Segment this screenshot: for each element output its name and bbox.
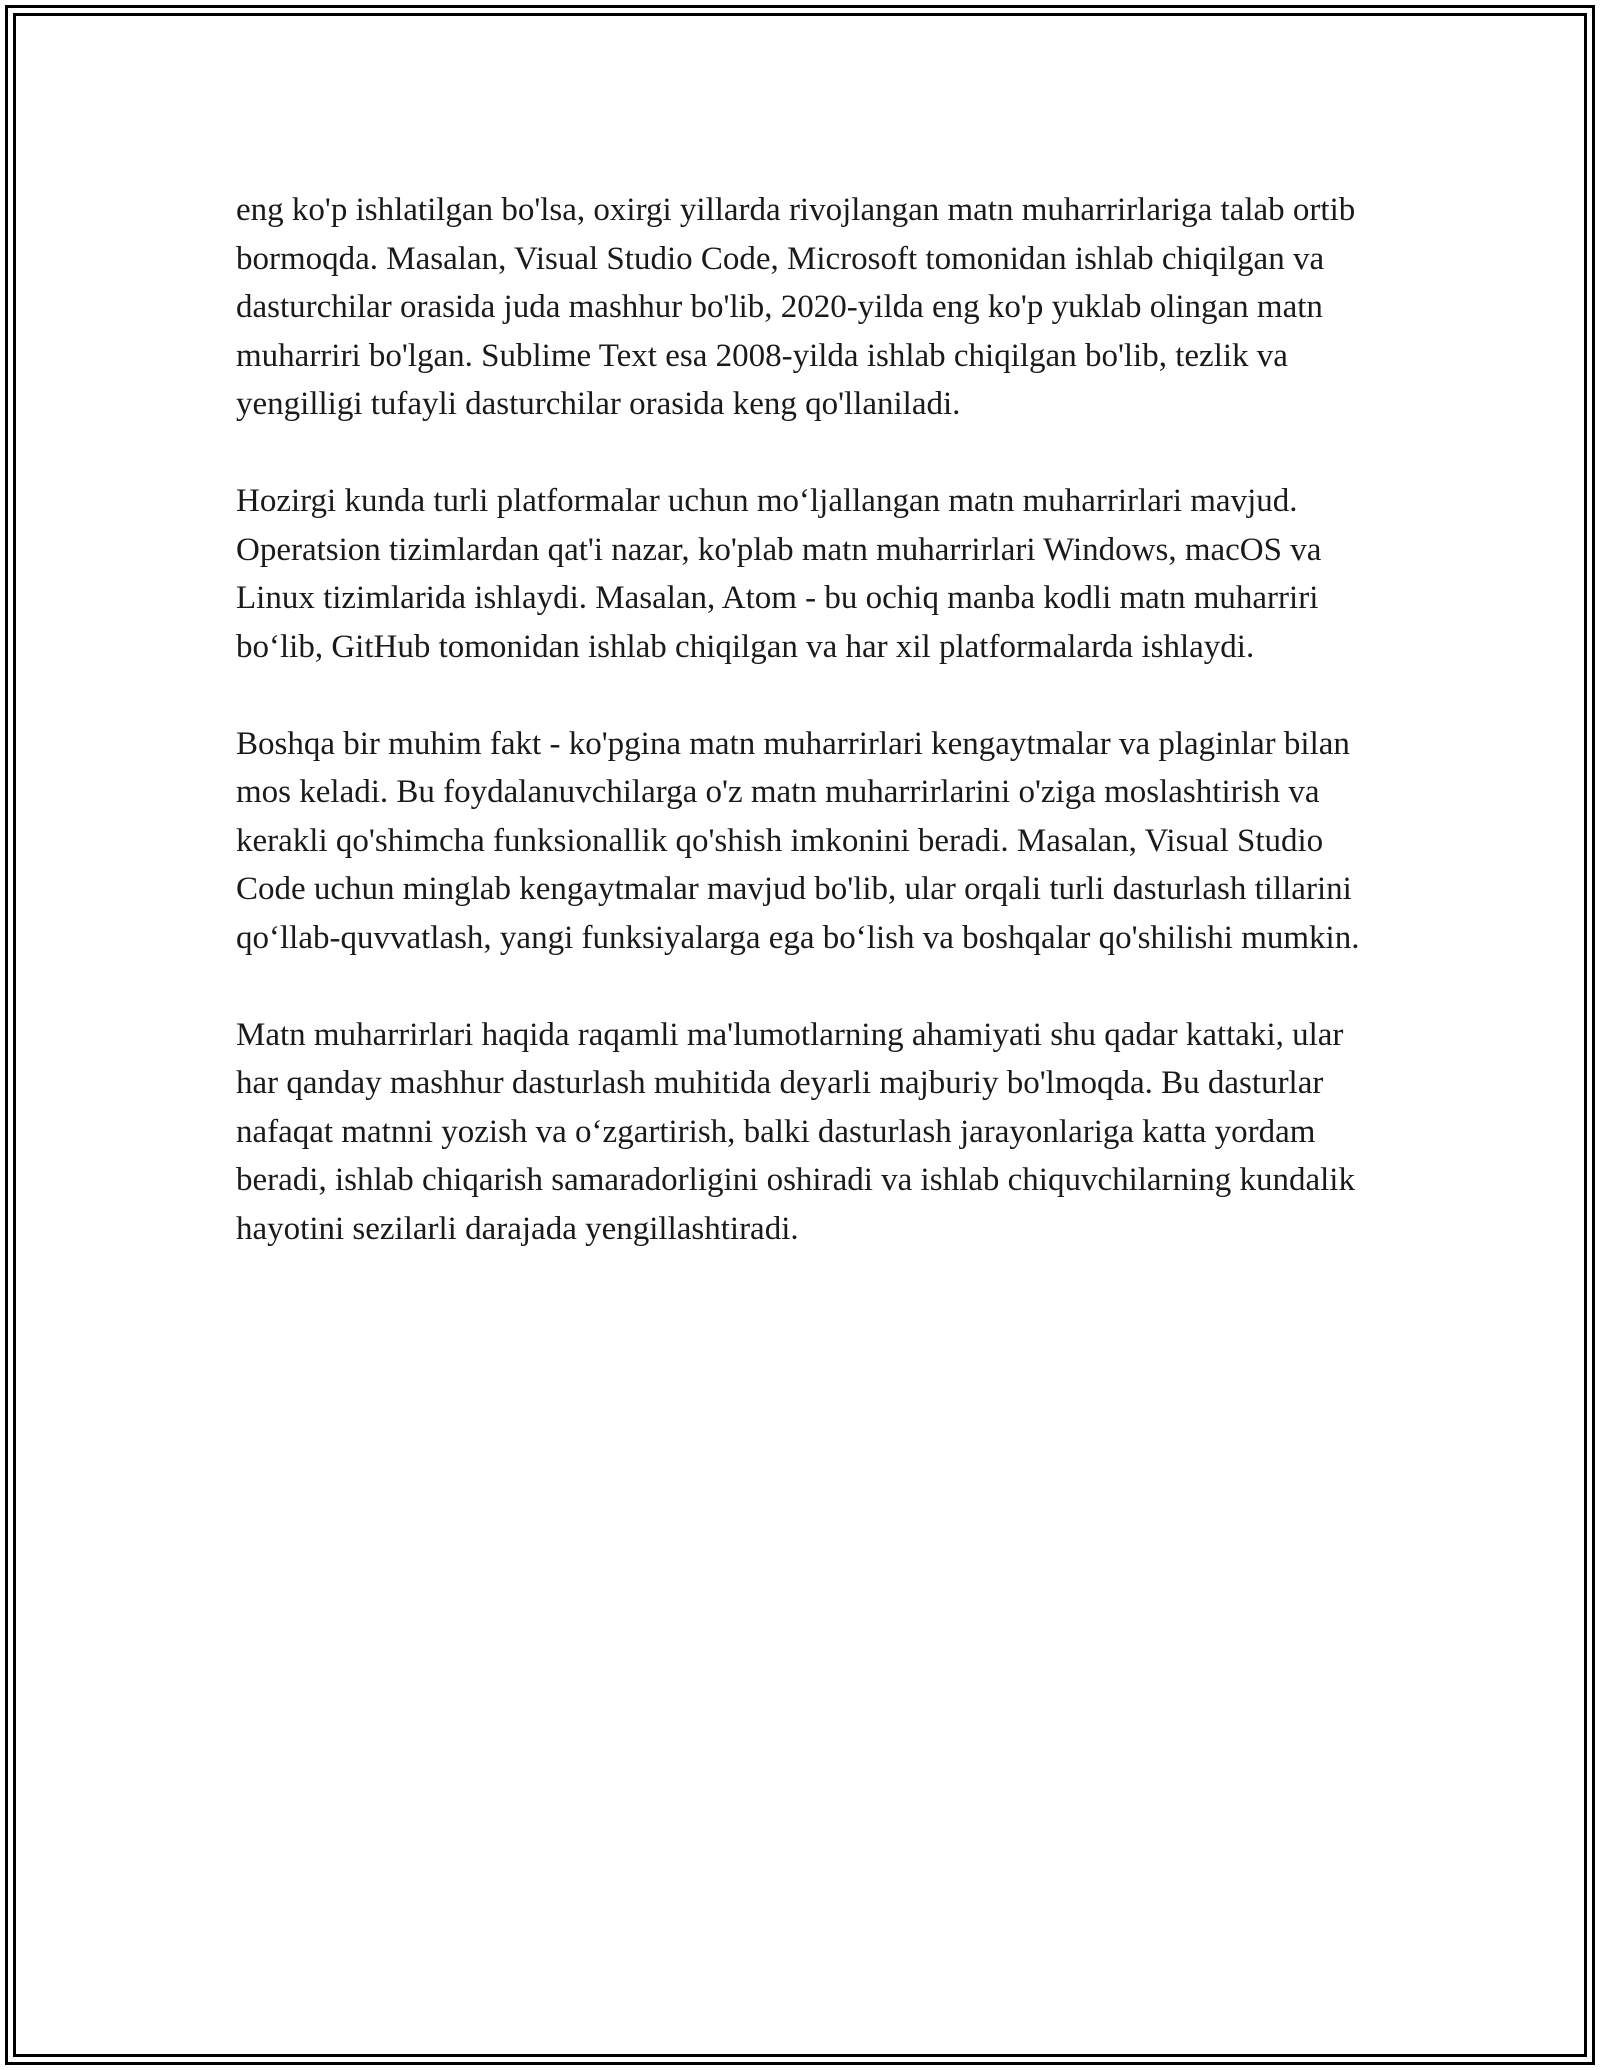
paragraph-3: Boshqa bir muhim fakt - ko'pgina matn muharrirlari kengaytmalar va plaginlar bilan mos keladi. Bu foydalanuvchilarga o'z matn muharrirlarini o'ziga moslashtirish va kerakli qo'shimcha funksionallik qo'shish imkonini beradi. Masalan, Visual Studio Code uchun minglab kengaytmalar mavjud bo'lib, ular orqali turli dasturlash tillarini qo‘llab-quvvatlash, yangi funksiyalarga ega bo‘lish va boshqalar qo'shilishi mumkin. xyxy=(236,725,1360,956)
document-body xyxy=(236,186,1366,1302)
paragraph-4: Matn muharrirlari haqida raqamli ma'lumotlarning ahamiyati shu qadar kattaki, ular har qanday mashhur dasturlash muhitida deyarli majburiy bo'lmoqda. Bu dasturlar nafaqat matnni yozish va o‘zgartirish, balki dasturlash jarayonlariga katta yordam beradi, ishlab chiqarish samaradorligini oshiradi va ishlab chiquvchilarning kundalik hayotini sezilarli darajada yengillashtiradi. xyxy=(236,1016,1355,1247)
paragraph-2: Hozirgi kunda turli platformalar uchun mo‘ljallangan matn muharrirlari mavjud. Operatsion tizimlardan qat'i nazar, ko'plab matn muharrirlari Windows, macOS va Linux tizimlarida ishlaydi. Masalan, Atom - bu ochiq manba kodli matn muharriri bo‘lib, GitHub tomonidan ishlab chiqilgan va har xil platformalarda ishlaydi. xyxy=(236,483,1322,665)
paragraph-1: eng ko'p ishlatilgan bo'lsa, oxirgi yillarda rivojlangan matn muharrirlariga talab ortib bormoqda. Masalan, Visual Studio Code, Microsoft tomonidan ishlab chiqilgan va dasturchilar orasida juda mashhur bo'lib, 2020-yilda eng ko'p yuklab olingan matn muharriri bo'lgan. Sublime Text esa 2008-yilda ishlab chiqilgan bo'lib, tezlik va yengilligi tufayli dasturchilar orasida keng qo'llaniladi. xyxy=(236,192,1356,422)
